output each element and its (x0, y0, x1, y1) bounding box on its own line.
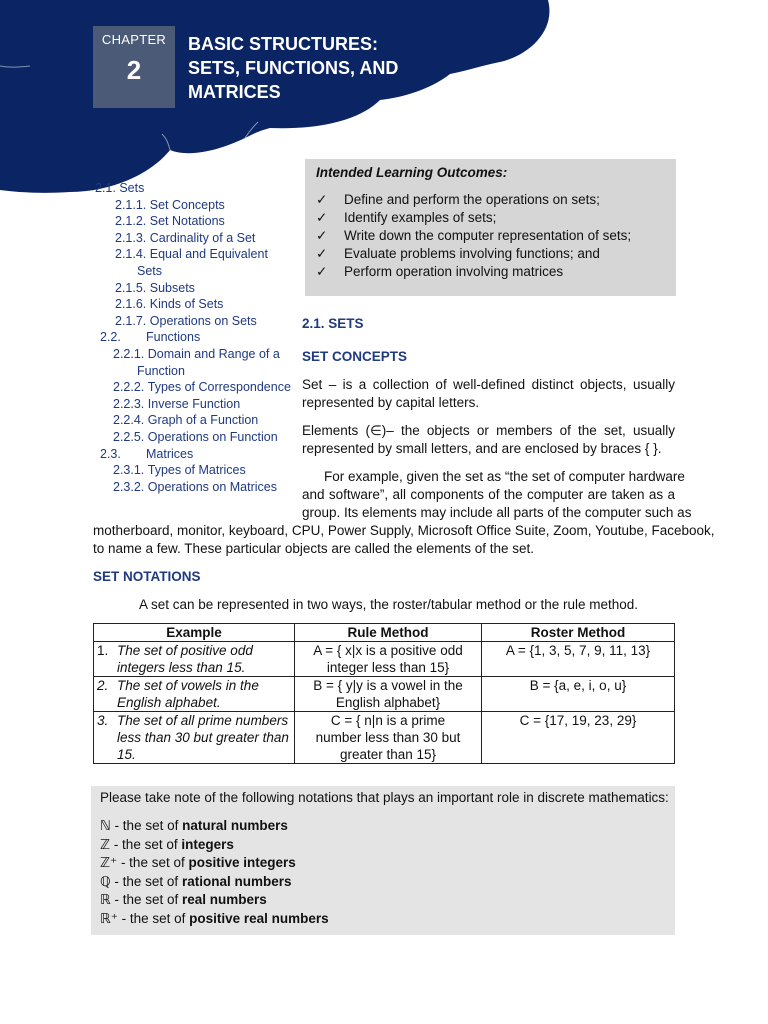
notation-list (100, 817, 329, 928)
list-item: ℝ - the set of real numbers (100, 892, 267, 907)
rule-cell: A = { x|x is a positive odd integer less than 15} (295, 642, 482, 677)
toc-item-continuation[interactable]: Sets (137, 263, 163, 278)
toc-item[interactable]: 2.1.1. Set Concepts (115, 197, 225, 212)
rule-cell: C = { n|n is a prime number less than 30 but greater than 15} (295, 712, 482, 764)
set-definition-paragraph: Set – is a collection of well-defined distinct objects, usually represented by capital letters. (302, 377, 675, 411)
example-cell: 2. The set of vowels in the English alphabet. (94, 677, 295, 712)
toc-item[interactable]: 2.2. Functions (100, 330, 201, 345)
number-set-symbol: ℤ (100, 836, 111, 852)
roster-cell: A = {1, 3, 5, 7, 9, 11, 13} (482, 642, 675, 677)
toc-item[interactable]: 2.2.1. Domain and Range of a (113, 346, 280, 361)
toc-item[interactable]: 2.3.1. Types of Matrices (113, 463, 246, 478)
number-set-symbol: ℚ (100, 873, 111, 889)
chapter-title (188, 32, 448, 104)
chapter-title-line: BASIC STRUCTURES: (188, 34, 379, 54)
toc-item[interactable]: 2.3. Matrices (100, 446, 194, 461)
section-heading: 2.1. SETS (302, 316, 364, 331)
column-header: Example (94, 624, 295, 642)
notations-intro: A set can be represented in two ways, the roster/tabular method or the rule method. (139, 597, 639, 612)
chapter-title-line: MATRICES (188, 82, 281, 102)
checkmark-icon: ✓ (316, 264, 328, 279)
list-item: ✓ Define and perform the operations on sets; (316, 192, 600, 207)
number-set-symbol: ℕ (100, 818, 111, 833)
table-of-contents (95, 180, 295, 495)
table-row (94, 712, 675, 764)
toc-item[interactable]: 2.1. Sets (95, 181, 145, 195)
column-header: Roster Method (482, 624, 675, 642)
chapter-title-line: SETS, FUNCTIONS, AND (188, 58, 399, 78)
list-item: ℕ - the set of natural numbers (100, 818, 288, 833)
learning-outcomes-list (316, 191, 631, 281)
elements-definition-paragraph: Elements (∈)– the objects or members of the set, usually represented by small letters, and are enclosed by braces { }. (302, 423, 675, 457)
example-cell: 3. The set of all prime numbers less than 30 but greater than 15. (94, 712, 295, 764)
list-item: ✓ Identify examples of sets; (316, 210, 497, 225)
set-notation-table (93, 623, 675, 764)
roster-cell: C = {17, 19, 23, 29} (482, 712, 675, 764)
toc-item[interactable]: 2.1.2. Set Notations (115, 214, 225, 229)
toc-item[interactable]: 2.1.4. Equal and Equivalent (115, 247, 268, 262)
list-item: ℤ⁺ - the set of positive integers (100, 855, 296, 870)
list-item: ℤ - the set of integers (100, 836, 234, 852)
number-set-symbol: ℤ⁺ (100, 855, 118, 870)
table-header-row (94, 624, 675, 642)
rule-cell: B = { y|y is a vowel in the English alphabet} (295, 677, 482, 712)
toc-item[interactable]: 2.2.5. Operations on Function (113, 429, 278, 444)
list-item: ✓ Perform operation involving matrices (316, 264, 564, 279)
number-set-symbol: ℝ (100, 892, 111, 907)
checkmark-icon: ✓ (316, 192, 328, 207)
list-item: ✓ Evaluate problems involving functions; and (316, 246, 600, 261)
toc-item[interactable]: 2.1.5. Subsets (115, 280, 195, 295)
checkmark-icon: ✓ (316, 210, 328, 225)
column-header: Rule Method (295, 624, 482, 642)
set-concepts-heading: SET CONCEPTS (302, 349, 408, 364)
checkmark-icon: ✓ (316, 228, 328, 243)
set-notations-heading: SET NOTATIONS (93, 569, 201, 584)
chapter-label: CHAPTER (101, 32, 167, 47)
example-paragraph-continued: motherboard, monitor, keyboard, CPU, Power Supply, Microsoft Office Suite, Zoom, Youtube, Facebook, to name a few. These particular objects are called the elements of the set. (93, 523, 715, 557)
roster-cell: B = {a, e, i, o, u} (482, 677, 675, 712)
learning-outcomes-box (305, 159, 676, 296)
list-item: ℚ - the set of rational numbers (100, 873, 292, 889)
notations-note-intro: Please take note of the following notations that plays an important role in discrete mathematics: (100, 790, 669, 805)
list-item: ℝ⁺ - the set of positive real numbers (100, 910, 329, 926)
list-item: ✓ Write down the computer representation of sets; (316, 228, 632, 243)
toc-item[interactable]: 2.2.3. Inverse Function (113, 396, 241, 411)
toc-item[interactable]: 2.2.4. Graph of a Function (113, 413, 259, 428)
example-cell: 1. The set of positive odd integers less than 15. (94, 642, 295, 677)
learning-outcomes-heading: Intended Learning Outcomes: (316, 165, 508, 180)
checkmark-icon: ✓ (316, 246, 328, 261)
toc-item-continuation[interactable]: Function (137, 363, 185, 378)
toc-item[interactable]: 2.2.2. Types of Correspondence (113, 380, 291, 395)
table-row (94, 677, 675, 712)
example-paragraph: For example, given the set as “the set of computer hardware and software”, all components of the computer are taken as a group. Its elements may include all parts of the computer such as (302, 469, 692, 521)
notations-note-box (91, 786, 675, 935)
toc-item[interactable]: 2.1.7. Operations on Sets (115, 313, 257, 328)
toc-item[interactable]: 2.1.6. Kinds of Sets (115, 297, 224, 312)
number-set-symbol: ℝ⁺ (100, 910, 118, 926)
toc-item[interactable]: 2.3.2. Operations on Matrices (113, 479, 277, 494)
chapter-badge (93, 26, 175, 108)
chapter-number: 2 (126, 55, 142, 85)
toc-item[interactable]: 2.1.3. Cardinality of a Set (115, 230, 256, 245)
table-row (94, 642, 675, 677)
